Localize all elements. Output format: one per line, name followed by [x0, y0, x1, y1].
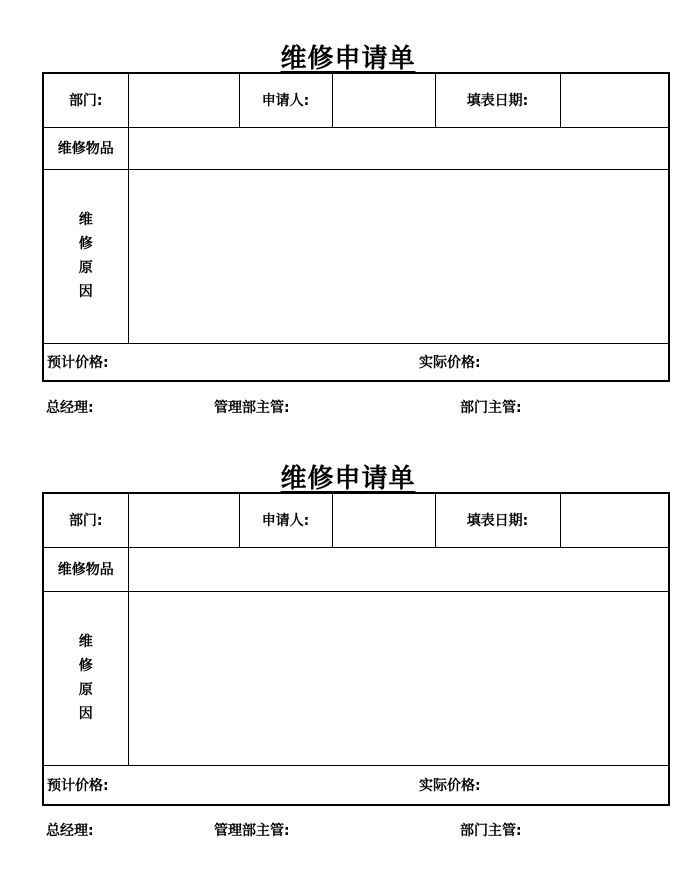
- reason-char: 维: [78, 634, 93, 650]
- fill-date-field[interactable]: [560, 73, 669, 127]
- dept-head-sign: 部门主管:: [460, 400, 522, 416]
- department-field[interactable]: [128, 493, 239, 547]
- repair-item-field[interactable]: [128, 127, 669, 169]
- reason-char: 修: [78, 236, 93, 252]
- form-title: 维修申请单: [280, 44, 416, 74]
- fill-date-field[interactable]: [560, 493, 669, 547]
- repair-reason-label: [43, 169, 128, 343]
- reason-char: 修: [78, 658, 93, 674]
- estimated-price-label: 预计价格:: [47, 354, 109, 371]
- department-label: 部门:: [43, 73, 128, 127]
- applicant-field[interactable]: [332, 73, 435, 127]
- general-manager-sign: 总经理:: [46, 400, 94, 416]
- actual-price-label: 实际价格:: [419, 354, 481, 371]
- repair-item-label: 维修物品: [43, 127, 128, 169]
- admin-head-sign: 管理部主管:: [214, 400, 290, 416]
- form-title: 维修申请单: [280, 464, 416, 494]
- repair-reason-field[interactable]: [128, 169, 669, 343]
- repair-request-table: [42, 492, 670, 806]
- estimated-price-label: 预计价格:: [47, 777, 109, 794]
- department-field[interactable]: [128, 73, 239, 127]
- applicant-label: 申请人:: [239, 73, 332, 127]
- applicant-field[interactable]: [332, 493, 435, 547]
- fill-date-label: 填表日期:: [435, 73, 560, 127]
- repair-item-label: 维修物品: [43, 547, 128, 591]
- fill-date-label: 填表日期:: [435, 493, 560, 547]
- repair-item-field[interactable]: [128, 547, 669, 591]
- actual-price-label: 实际价格:: [419, 777, 481, 794]
- price-row: [43, 343, 669, 381]
- admin-head-sign: 管理部主管:: [214, 823, 290, 839]
- reason-char: 维: [78, 212, 93, 228]
- price-row: [43, 765, 669, 805]
- repair-reason-field[interactable]: [128, 591, 669, 765]
- repair-request-table: [42, 72, 670, 382]
- dept-head-sign: 部门主管:: [460, 823, 522, 839]
- repair-reason-label: [43, 591, 128, 765]
- general-manager-sign: 总经理:: [46, 823, 94, 839]
- reason-char: 原: [78, 260, 93, 276]
- department-label: 部门:: [43, 493, 128, 547]
- reason-char: 因: [78, 284, 93, 300]
- reason-char: 因: [78, 706, 93, 722]
- applicant-label: 申请人:: [239, 493, 332, 547]
- reason-char: 原: [78, 682, 93, 698]
